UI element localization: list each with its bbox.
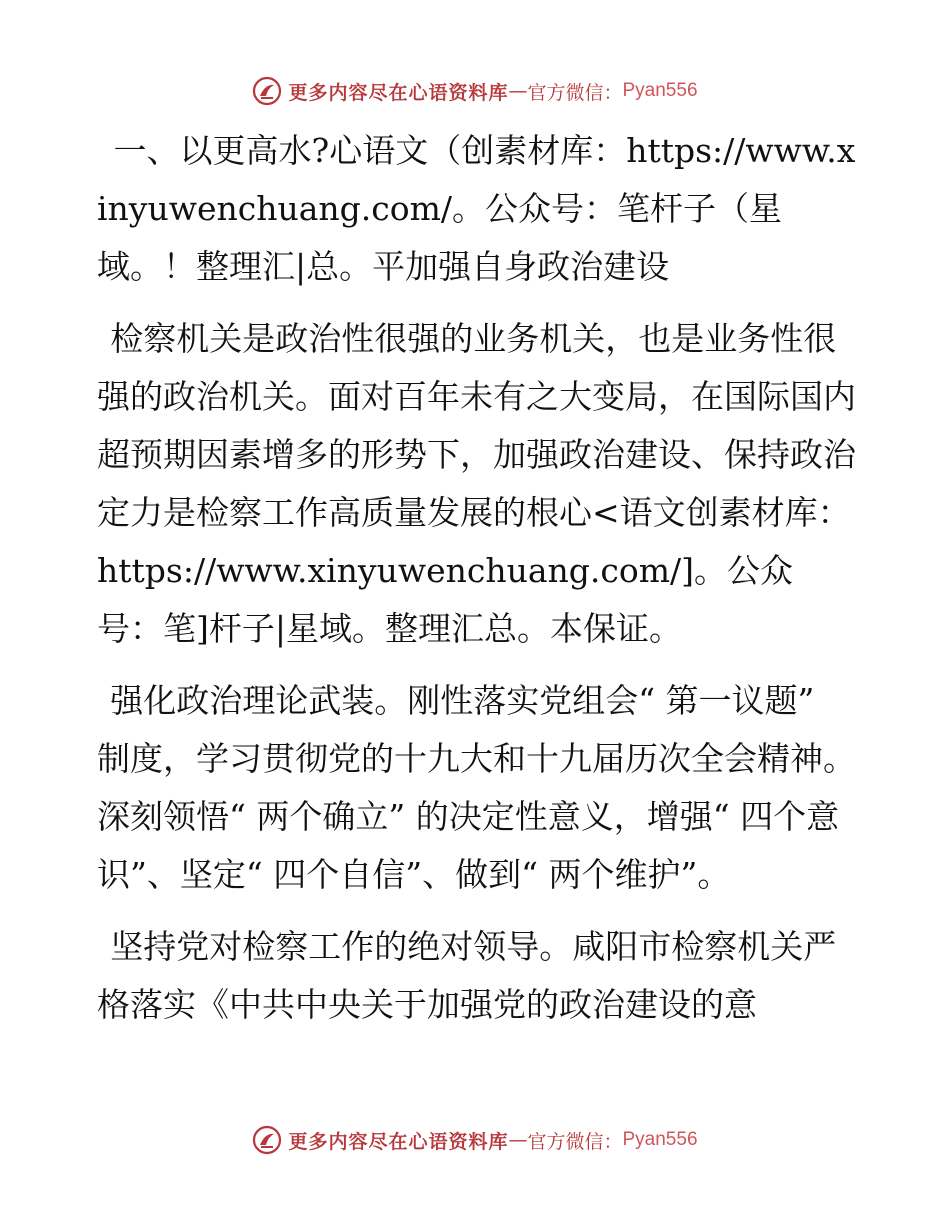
banner-wechat-id: Pyan556 (622, 80, 698, 101)
footer-banner (0, 1120, 950, 1160)
banner-wechat-id: Pyan556 (622, 1129, 698, 1150)
banner-wechat-label: 官方微信： (527, 81, 623, 104)
header-banner (0, 71, 950, 111)
brand-logo-icon (252, 76, 282, 106)
banner-wechat-label: 官方微信： (527, 1130, 623, 1153)
paragraph: 强化政治理论武装。刚性落实党组会“ 第一议题” 制度，学习贯彻党的十九大和十九届历次全会精神。深刻领悟“ 两个确立” 的决定性意义，增强“ 四个意识”、坚定“ 四个自信”、做到“ 两个维护”。 (97, 681, 856, 894)
banner-brand-text: 更多内容尽在心语资料库 (288, 1130, 509, 1153)
paragraph-heading: 一、以更高水?心语文（创素材库：https://www.xinyuwenchuang.com/。公众号：笔杆子（星域。！整理汇|总。平加强自身政治建设 (97, 131, 856, 286)
banner-separator: — (508, 80, 528, 102)
paragraph: 坚持党对检察工作的绝对领导。咸阳市检察机关严格落实《中共中央关于加强党的政治建设的意 (97, 927, 837, 1024)
banner-brand-text: 更多内容尽在心语资料库 (288, 81, 509, 104)
brand-logo-icon (252, 1125, 282, 1155)
document-body (97, 122, 857, 1048)
paragraph: 检察机关是政治性很强的业务机关，也是业务性很强的政治机关。面对百年未有之大变局，在国际国内超预期因素增多的形势下，加强政治建设、保持政治定力是检察工作高质量发展的根心<语文创素材库：https://www.xinyuwenchuang.com/]。公众号：笔]杆子|星域。整理汇总。本保证。 (97, 319, 856, 648)
banner-separator: — (508, 1129, 528, 1151)
